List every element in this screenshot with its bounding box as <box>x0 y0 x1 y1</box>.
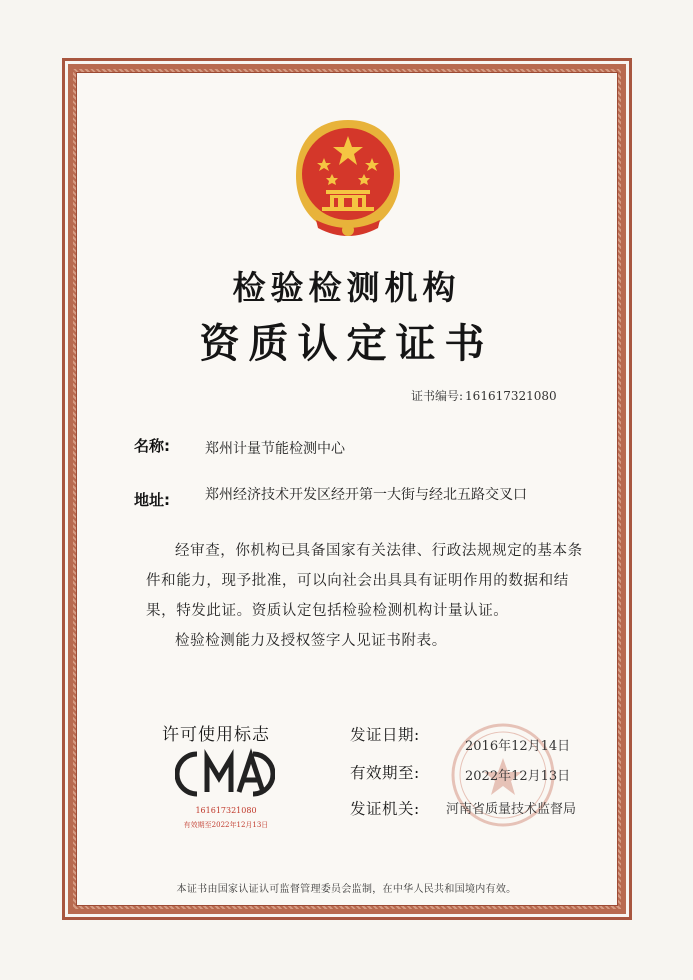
mark-number: 161617321080 <box>195 806 257 815</box>
certificate-title-line1: 检验检测机构 <box>232 268 461 307</box>
certificate-title-line2: 资质认定证书 <box>199 321 494 367</box>
certificate-number-value: 161617321080 <box>465 389 557 403</box>
name-value: 郑州计量节能检测中心 <box>205 441 345 457</box>
valid-until-label: 有效期至: <box>350 764 420 782</box>
national-emblem-icon <box>286 112 410 252</box>
body-paragraph-appendix: 检验检测能力及授权签字人见证书附表。 <box>175 633 447 649</box>
certificate-number-label: 证书编号: <box>411 389 464 403</box>
certificate-footer: 本证书由国家认证认可监督管理委员会监制，在中华人民共和国境内有效。 <box>176 884 517 895</box>
body-paragraph-approval: 经审查，你机构已具备国家有关法律、行政法规规定的基本条件和能力，现予批准，可以向社会出具具有证明作用的数据和结果，特发此证。资质认定包括检验检测机构计量认证。 <box>146 543 583 619</box>
issue-date-value: 2016年12月14日 <box>465 739 571 754</box>
authority-label: 发证机关: <box>350 800 420 818</box>
issue-date-label: 发证日期: <box>350 726 420 744</box>
cma-mark-icon <box>175 748 275 800</box>
certificate-body <box>146 536 586 656</box>
name-label: 名称: <box>134 437 170 455</box>
certificate-number <box>409 387 557 404</box>
authority-value: 河南省质量技术监督局 <box>446 802 577 817</box>
valid-until-value: 2022年12月13日 <box>465 769 571 784</box>
address-value: 郑州经济技术开发区经开第一大街与经北五路交叉口 <box>205 487 527 503</box>
mark-valid: 有效期至2022年12月13日 <box>183 821 269 829</box>
mark-title: 许可使用标志 <box>162 725 270 745</box>
address-label: 地址: <box>134 491 170 509</box>
